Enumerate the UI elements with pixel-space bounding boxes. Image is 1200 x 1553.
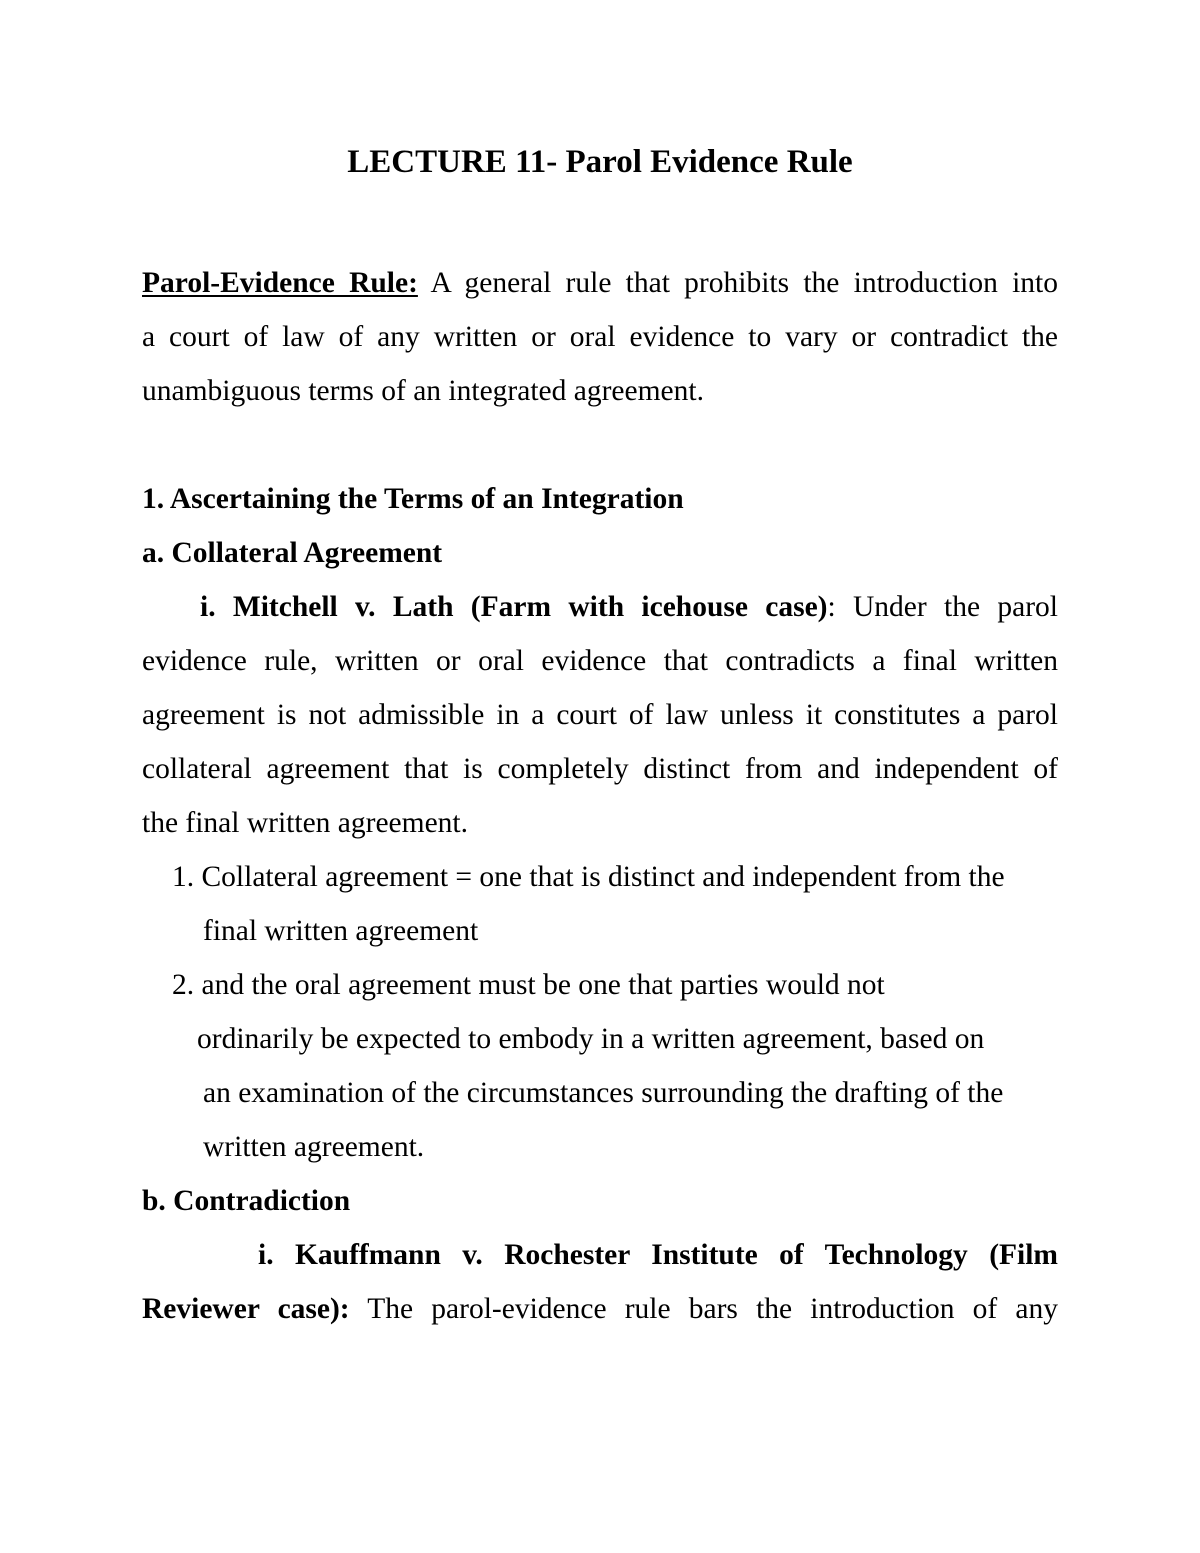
definition-line-1 [142,263,1058,303]
kauffmann-case-text: The parol-evidence rule bars the introduction of any [349,1293,1058,1325]
mitchell-case-line-4: collateral agreement that is completely distinct from and independent of [142,753,1058,785]
mitchell-case-title: i. Mitchell v. Lath (Farm with icehouse case) [200,591,828,623]
definition-line-3: unambiguous terms of an integrated agreement. [142,375,704,407]
section-1-heading: 1. Ascertaining the Terms of an Integration [142,483,684,515]
kauffmann-case-line-2 [142,1289,1058,1329]
definition-text-1: A general rule that prohibits the introduction into [417,267,1058,299]
kauffmann-case-title-line-2: Reviewer case): [142,1293,350,1325]
list-item-2-line-2: ordinarily be expected to embody in a written agreement, based on [197,1023,985,1055]
definition-term: Parol-Evidence Rule: [142,267,418,299]
mitchell-case-intro: : Under the parol [827,591,1058,623]
list-item-1-line-1: 1. Collateral agreement = one that is distinct and independent from the [172,861,1005,893]
subsection-b-heading: b. Contradiction [142,1185,351,1217]
subsection-a-heading: a. Collateral Agreement [142,537,443,569]
definition-line-2: a court of law of any written or oral evidence to vary or contradict the [142,321,1058,353]
list-item-2-line-1: 2. and the oral agreement must be one that parties would not [172,969,885,1001]
list-item-1-line-2: final written agreement [203,915,479,947]
mitchell-case-line-3: agreement is not admissible in a court of law unless it constitutes a parol [142,699,1058,731]
list-item-2-line-3: an examination of the circumstances surrounding the drafting of the [203,1077,1004,1109]
mitchell-case-line-5: the final written agreement. [142,807,468,839]
mitchell-case-line-2: evidence rule, written or oral evidence that contradicts a final written [142,645,1058,677]
list-item-2-line-4: written agreement. [203,1131,425,1163]
page-title: LECTURE 11- Parol Evidence Rule [347,144,853,180]
kauffmann-case-title-line-1: i. Kauffmann v. Rochester Institute of Technology (Film [258,1239,1058,1271]
mitchell-case-line-1 [200,587,1058,627]
